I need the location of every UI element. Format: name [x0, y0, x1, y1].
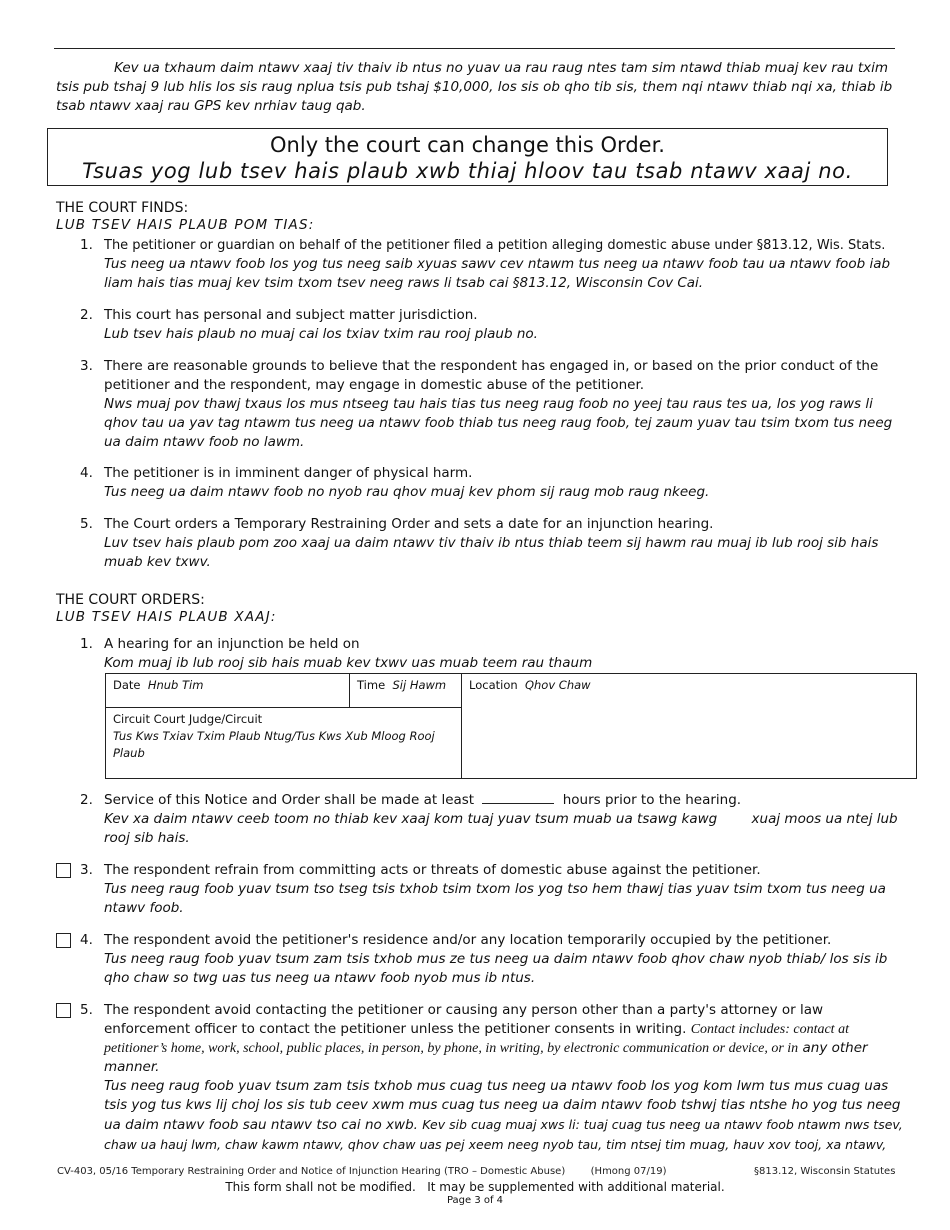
modification-notice: This form shall not be modified. It may be supplemented with additional material.	[225, 1180, 725, 1194]
item-english: A hearing for an injunction be held on	[104, 636, 360, 652]
item-hmong: Kom muaj ib lub rooj sib hais muab kev txwv uas muab teem rau thaum	[104, 655, 593, 671]
finds-heading	[56, 200, 314, 234]
item-hmong-contact: Kev sib cuag muaj xws li: tuaj cuag tus neeg ua ntawv foob ntawm nws tsev, chaw ua hauj lwm, chaw kawm ntawv, qhov chaw uas pej xeem neeg nyob tau, tim ntsej tim muag, hauv xov tooj, xa ntawv,	[104, 1117, 903, 1152]
item-hmong: Nws muaj pov thawj txaus los mus ntseeg tau hais tias tus neeg raug foob no yeej tau raus tes ua, los yog raws li qhov tau ua yav tag ntawm tus neeg ua ntawv foob thiab tus neeg raug foob, tej zaum yuav tau tsim txom tus neeg ua daim ntawv foob no lawm.	[104, 396, 893, 450]
hearing-date-field[interactable]	[106, 674, 350, 708]
avoid-contact-checkbox[interactable]	[56, 1003, 71, 1018]
item-hmong: Tus neeg raug foob yuav tsum zam tsis txhob mus cuag tus neeg ua ntawv foob los yog kom lwm tus mus cuag uas tsis yog tus kws lij choj los sis tub ceev xwm mus cuag tus neeg ua daim ntawv foob tshwj tias ntshe ho yog tus neeg ua daim ntawv foob sau ntawv tso cai no xwb.	[104, 1078, 901, 1133]
item-number: 1.	[80, 636, 93, 652]
contact-definition-end: any other manner.	[104, 1040, 868, 1075]
item-hmong: Tus neeg raug foob yuav tsum zam tsis txhob mus ze tus neeg ua daim ntawv foob qhov chaw nyob thiab/ los sis ib qho chaw so twg uas tus neeg ua ntawv foob nyob mus ib ntus.	[104, 951, 888, 986]
item-number: 1.	[80, 237, 93, 253]
item-english: There are reasonable grounds to believe that the respondent has engaged in, or based on the prior conduct of the petitioner and the respondent, may engage in domestic abuse of the petitioner.	[104, 358, 879, 393]
item-number: 2.	[80, 307, 93, 323]
time-label-hmong: Sij Hawm	[392, 678, 447, 692]
finds-item	[56, 236, 906, 293]
judge-label: Circuit Court Judge/Circuit	[113, 712, 263, 726]
avoid-residence-checkbox[interactable]	[56, 933, 71, 948]
finds-item	[56, 306, 906, 344]
item-english: The respondent refrain from committing acts or threats of domestic abuse against the petitioner.	[104, 862, 761, 878]
item-number: 4.	[80, 932, 93, 948]
page-number: Page 3 of 4	[446, 1195, 504, 1206]
hours-blank-field[interactable]	[482, 791, 554, 804]
item-number: 5.	[80, 516, 93, 532]
statute-ref: §813.12, Wisconsin Statutes	[754, 1166, 896, 1177]
orders-item-avoid-contact	[56, 1001, 906, 1155]
item-english: The Court orders a Temporary Restraining Order and sets a date for an injunction hearing.	[104, 516, 714, 532]
orders-item-refrain	[56, 861, 906, 918]
finds-item	[56, 464, 906, 502]
location-label: Location	[469, 678, 518, 692]
court-only-banner	[47, 128, 888, 186]
judge-label-hmong: Tus Kws Txiav Txim Plaub Ntug/Tus Kws Xub Mloog Rooj Plaub	[113, 729, 435, 760]
item-number: 2.	[80, 792, 93, 808]
hearing-time-field[interactable]	[350, 674, 462, 708]
item-english: The petitioner or guardian on behalf of the petitioner filed a petition alleging domestic abuse under §813.12, Wis. Stats.	[104, 238, 886, 253]
orders-item-service	[56, 791, 906, 848]
item-hmong: Kev xa daim ntawv ceeb toom no thiab kev xaaj kom tuaj yuav tsum muab ua tsawg kawg xuaj moos ua ntej lub rooj sib hais.	[104, 811, 902, 846]
item-hmong: Tus neeg raug foob yuav tsum tso tseg tsis txhob tsim txom los yog tso hem thawj tias yuav tsim txom tus neeg ua ntawv foob.	[104, 881, 886, 916]
hearing-details-grid	[105, 673, 917, 779]
finds-heading-english: THE COURT FINDS:	[56, 200, 189, 216]
contact-definition: Contact includes: contact at petitioner’s home, work, school, public places, in person, by phone, in writing, by electronic communication or device, or in	[104, 1022, 849, 1056]
intro-penalty-text: Kev ua txhaum daim ntawv xaaj tiv thaiv ib ntus no yuav ua rau raug ntes tam sim ntawd thiab muaj kev rau txim tsis pub tshaj 9 lub hlis los sis raug nplua tsis pub tshaj $10,000, los sis ob qho tib sis, them nqi ntawv thiab nqi xa, thiab ib tsab ntawv xaaj rau GPS kev nrhiav taug qab.	[56, 60, 893, 114]
orders-item-hearing	[56, 635, 906, 673]
item-english: The respondent avoid the petitioner's residence and/or any location temporarily occupied by the petitioner.	[104, 932, 832, 948]
hearing-judge-field[interactable]	[106, 708, 462, 778]
finds-item	[56, 357, 906, 452]
refrain-checkbox[interactable]	[56, 863, 71, 878]
item-english-a: Service of this Notice and Order shall be made at least	[104, 792, 475, 808]
orders-heading-english: THE COURT ORDERS:	[56, 592, 205, 608]
item-english-b: hours prior to the hearing.	[562, 792, 742, 808]
item-hmong: Tus neeg ua ntawv foob los yog tus neeg saib xyuas sawv cev ntawm tus neeg ua ntawv foob tau ua ntawv foob iab liam hais tias muaj kev tsim txom tsev neeg raws li tsab cai §813.12, Wisconsin Cov Cai.	[104, 256, 891, 291]
form-id: CV-403, 05/16 Temporary Restraining Order and Notice of Injunction Hearing (TRO – Domestic Abuse) (Hmong 07/19)	[57, 1166, 667, 1177]
orders-heading-hmong: LUB TSEV HAIS PLAUB XAAJ:	[56, 609, 277, 625]
item-hmong: Luv tsev hais plaub pom zoo xaaj ua daim ntawv tiv thaiv ib ntus thiab teem sij hawm rau muaj ib lub rooj sib hais muab kev txwv.	[104, 535, 879, 570]
banner-hmong: Tsuas yog lub tsev hais plaub xwb thiaj hloov tau tsab ntawv xaaj no.	[82, 159, 853, 183]
location-label-hmong: Qhov Chaw	[524, 678, 591, 692]
item-english: The petitioner is in imminent danger of physical harm.	[104, 465, 473, 481]
item-number: 4.	[80, 465, 93, 481]
item-english: The respondent avoid contacting the petitioner or causing any person other than a party's attorney or law enforcement officer to contact the petitioner unless the petitioner consents in writing.	[104, 1002, 824, 1037]
item-hmong: Tus neeg ua daim ntawv foob no nyob rau qhov muaj kev phom sij raug mob raug nkeeg.	[104, 484, 710, 500]
banner-english: Only the court can change this Order.	[270, 133, 665, 157]
hearing-location-field[interactable]	[462, 674, 916, 778]
item-hmong: Lub tsev hais plaub no muaj cai los txiav txim rau rooj plaub no.	[104, 326, 538, 342]
item-number: 3.	[80, 358, 93, 374]
date-label: Date	[113, 678, 141, 692]
orders-heading	[56, 592, 277, 626]
orders-item-avoid-residence	[56, 931, 906, 988]
item-english: This court has personal and subject matter jurisdiction.	[104, 307, 478, 323]
item-number: 5.	[80, 1002, 93, 1018]
top-divider	[54, 48, 895, 49]
time-label: Time	[357, 678, 386, 692]
finds-item	[56, 515, 906, 572]
finds-heading-hmong: LUB TSEV HAIS PLAUB POM TIAS:	[56, 217, 315, 233]
item-number: 3.	[80, 862, 93, 878]
date-label-hmong: Hnub Tim	[147, 678, 204, 692]
